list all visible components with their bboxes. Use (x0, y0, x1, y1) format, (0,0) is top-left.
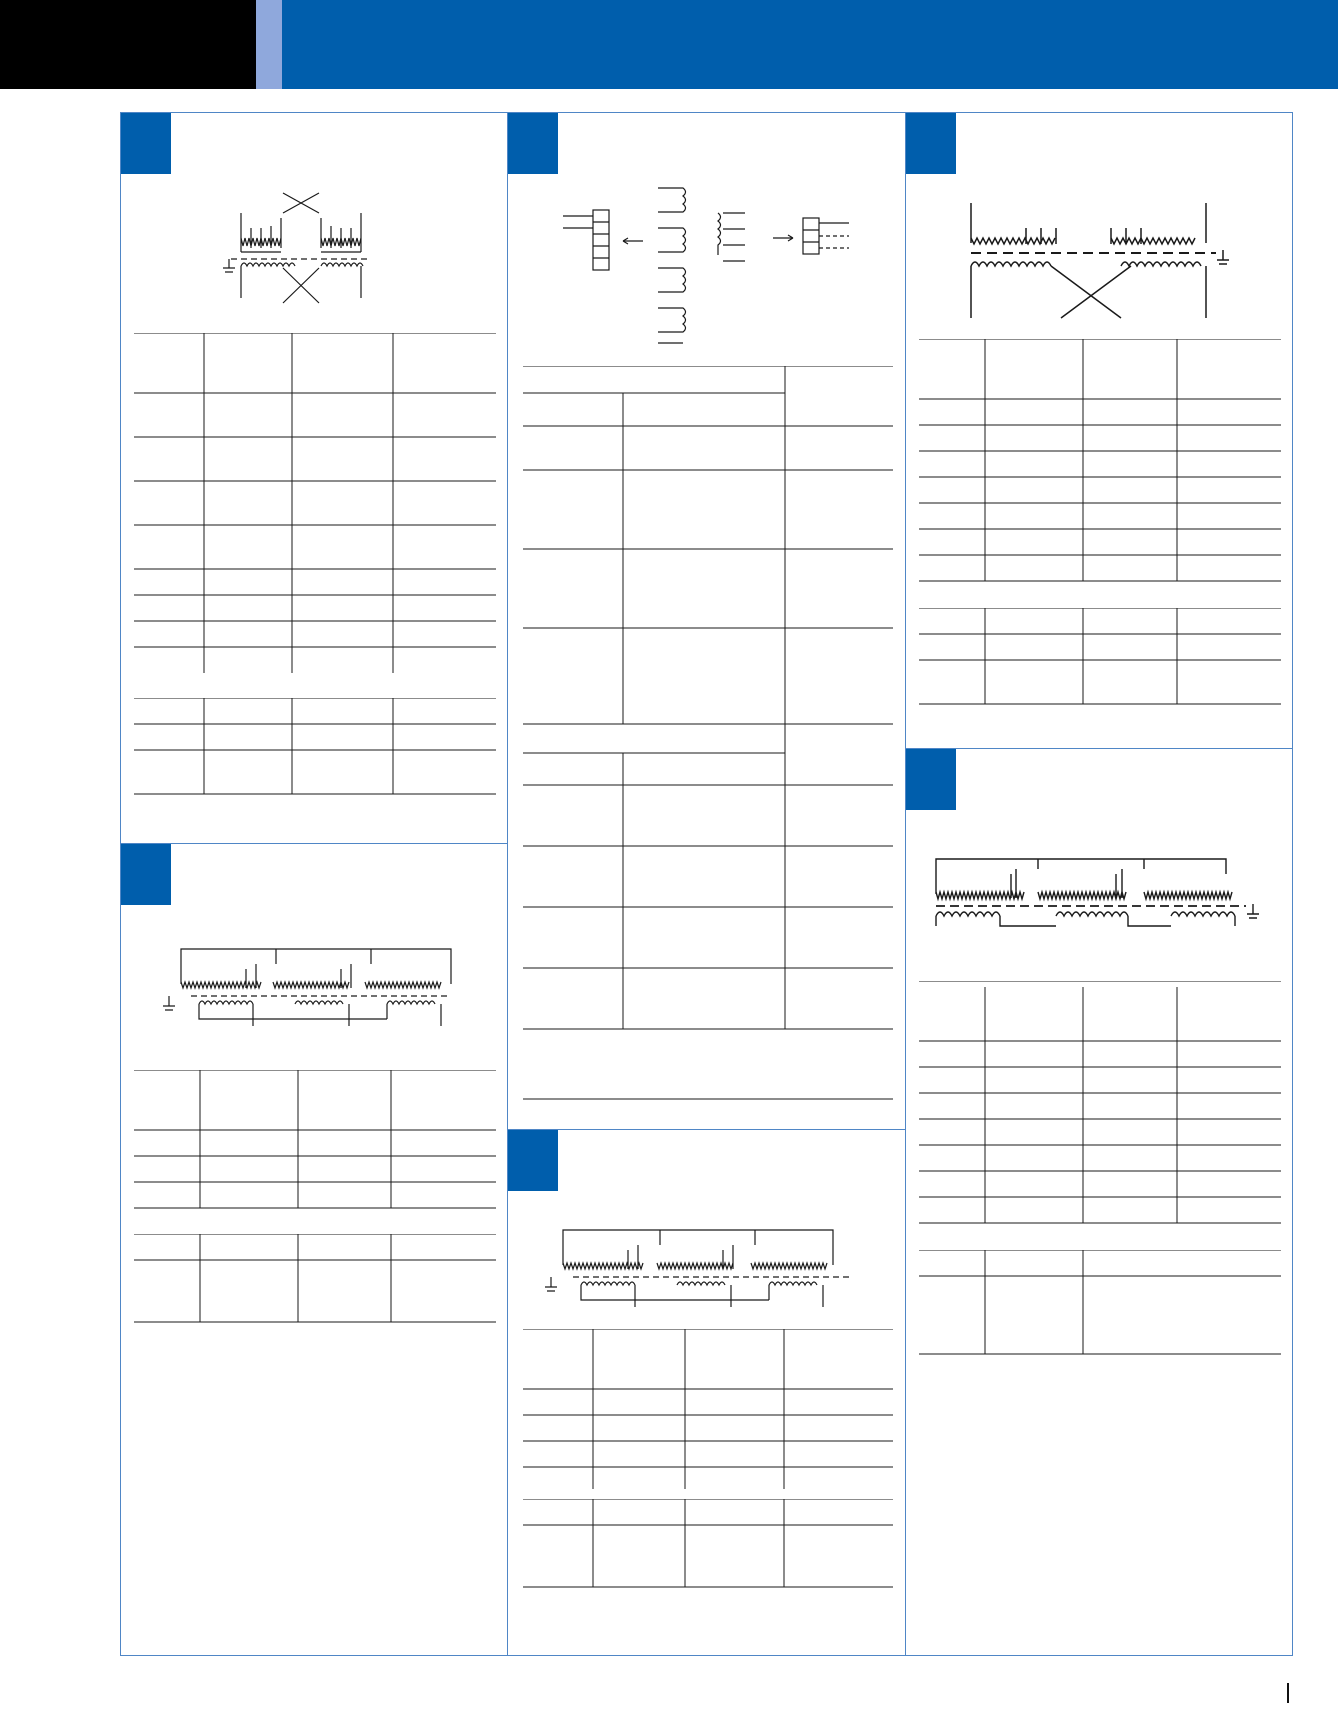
spec-table-main (919, 981, 1281, 1231)
transformer-schematic-three-section-large (926, 854, 1286, 949)
transformer-schematic-crossed (211, 188, 391, 318)
panel-three-section (120, 843, 508, 1656)
header-black-block (0, 0, 256, 89)
header-accent-strip (256, 0, 282, 89)
section-badge (906, 113, 956, 174)
spec-table-main (523, 1329, 893, 1489)
spec-table-secondary (919, 608, 1281, 708)
spec-table-secondary (134, 698, 496, 798)
spec-table-secondary (523, 1499, 893, 1599)
spec-table-main (523, 366, 893, 1038)
spec-table-secondary (134, 1234, 496, 1344)
section-badge (121, 113, 171, 174)
transformer-schematic-three-section (533, 1225, 883, 1325)
panel-three-section-mid (507, 1129, 906, 1656)
panel-connector (507, 112, 906, 1130)
page-number-rule (1287, 1683, 1289, 1703)
panel-three-section-large (905, 748, 1293, 1656)
header-blue-band (282, 0, 1338, 89)
spec-table-main (134, 1070, 496, 1220)
section-badge (508, 113, 558, 174)
connector-terminal-schematic (553, 183, 853, 358)
panel-crossed-winding (120, 112, 508, 844)
panel-crossed-winding-large (905, 112, 1293, 749)
transformer-schematic-three-section (151, 944, 481, 1044)
section-badge (121, 844, 171, 905)
spec-table-footer (523, 1097, 893, 1103)
spec-table-main (134, 333, 496, 683)
spec-table-main (919, 339, 1281, 589)
section-badge (906, 749, 956, 810)
section-badge (508, 1130, 558, 1191)
transformer-schematic-crossed-large (961, 198, 1281, 328)
spec-table-secondary (919, 1250, 1281, 1360)
